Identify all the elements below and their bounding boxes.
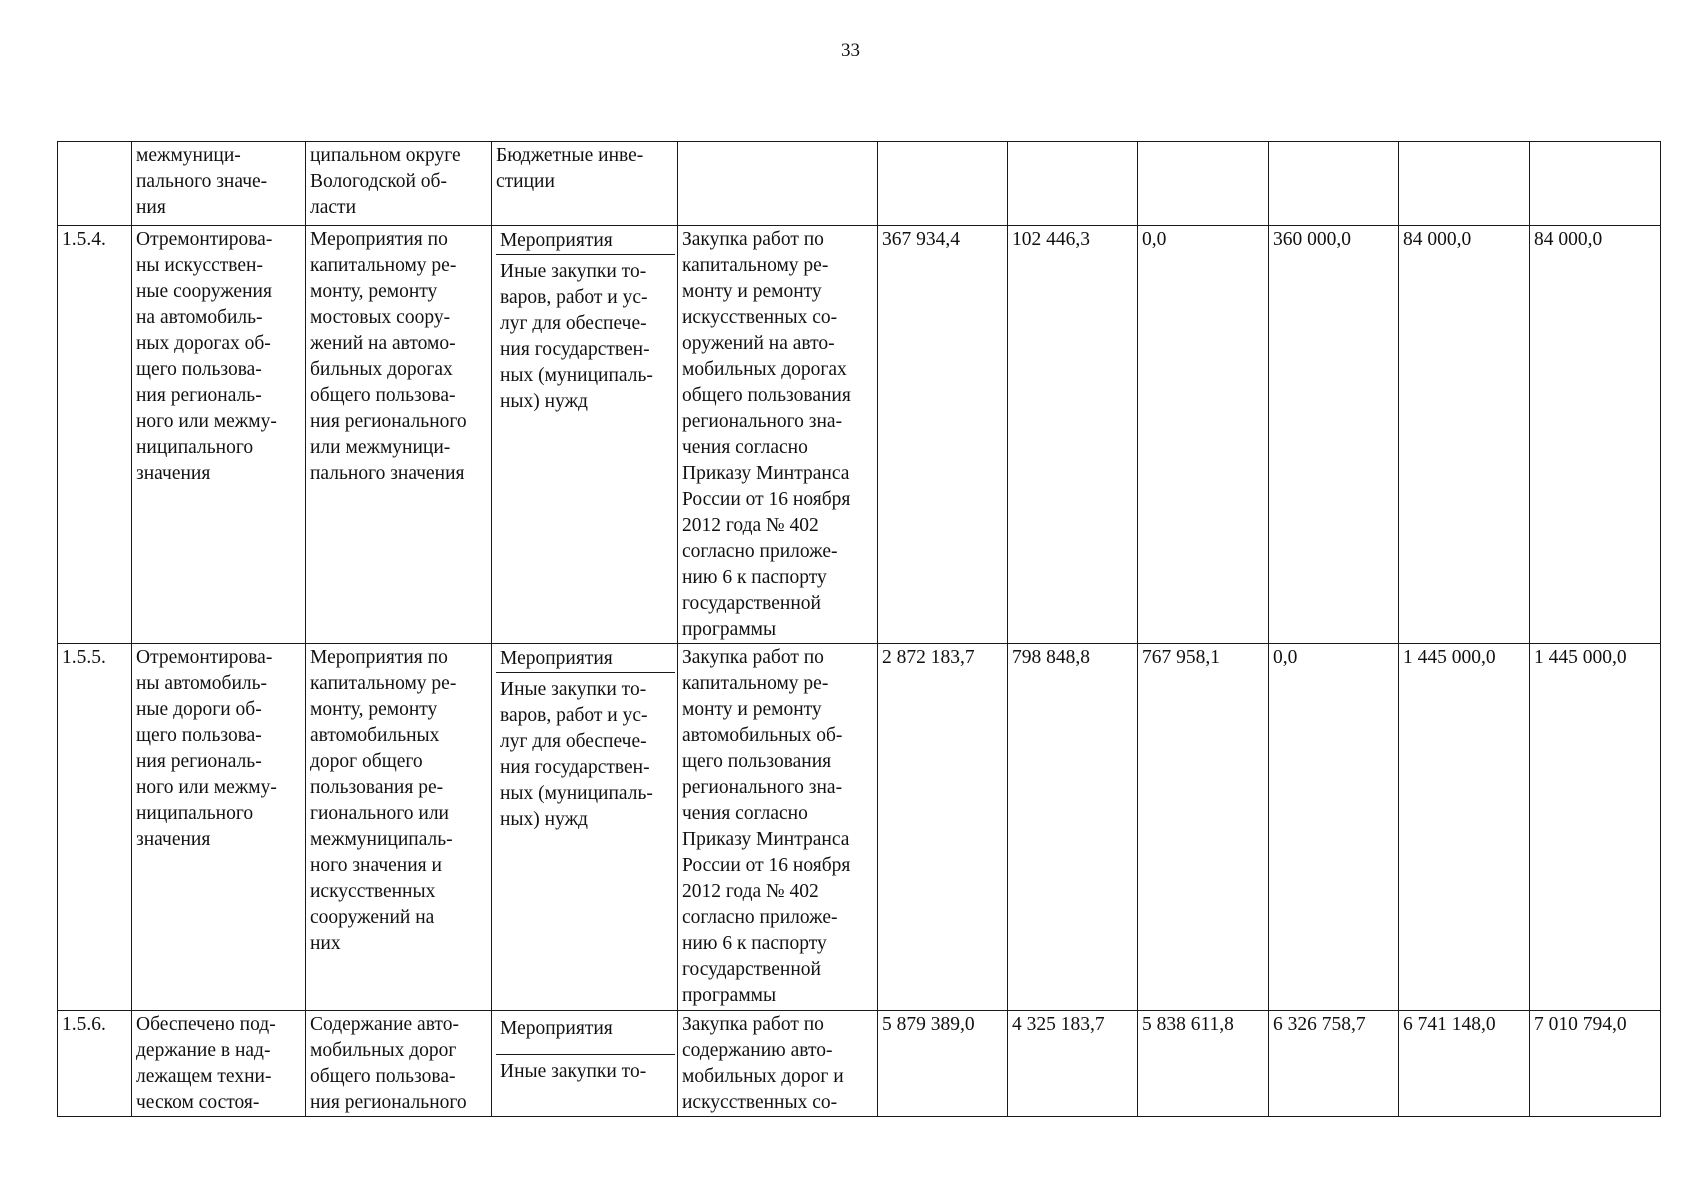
table-row bbox=[58, 226, 1661, 644]
value-cell: 1 445 000,0 bbox=[1399, 644, 1530, 1011]
result-cell: Обеспечено под- держание в над- лежащем техни- ческом состоя- bbox=[132, 1011, 306, 1117]
expense-type-label: Мероприятия bbox=[496, 227, 675, 255]
value-cell: 5 838 611,8 bbox=[1138, 1011, 1269, 1117]
table-row bbox=[58, 142, 1661, 226]
program-table bbox=[57, 141, 1661, 1117]
expense-type-cell bbox=[492, 644, 678, 1011]
value-cell: 6 741 148,0 bbox=[1399, 1011, 1530, 1117]
expense-type-detail: Иные закупки то- варов, работ и ус- луг для обеспече- ния государствен- ных (муниципаль- ных) нужд bbox=[500, 679, 653, 830]
description-cell: Закупка работ по капитальному ре- монту и ремонту искусственных со- оружений на авто- мобильных дорогах общего пользования регионального зна- чения согласно Приказу Минтранса России от 16 ноября 2012 года № 402 согласно приложе- нию 6 к паспорту государственной программы bbox=[678, 226, 878, 644]
result-cell: Отремонтирова- ны автомобиль- ные дороги об- щего пользова- ния региональ- ного или межму- ниципального значения bbox=[132, 644, 306, 1011]
value-cell bbox=[1399, 142, 1530, 226]
expense-type-cell: Бюджетные инве- стиции bbox=[492, 142, 678, 226]
result-cell: Отремонтирова- ны искусствен- ные сооружения на автомобиль- ных дорогах об- щего пользова- ния региональ- ного или межму- ниципального значения bbox=[132, 226, 306, 644]
value-cell: 84 000,0 bbox=[1399, 226, 1530, 644]
expense-type-label: Мероприятия bbox=[496, 1012, 675, 1055]
expense-type-cell bbox=[492, 226, 678, 644]
value-cell: 0,0 bbox=[1138, 226, 1269, 644]
table-row bbox=[58, 644, 1661, 1011]
value-cell: 367 934,4 bbox=[878, 226, 1008, 644]
row-number: 1.5.6. bbox=[58, 1011, 132, 1117]
value-cell: 2 872 183,7 bbox=[878, 644, 1008, 1011]
value-cell: 102 446,3 bbox=[1008, 226, 1138, 644]
measure-cell: Содержание авто- мобильных дорог общего пользова- ния регионального bbox=[306, 1011, 492, 1117]
page-number: 33 bbox=[841, 40, 860, 61]
description-cell: Закупка работ по содержанию авто- мобильных дорог и искусственных со- bbox=[678, 1011, 878, 1117]
expense-type-label: Мероприятия bbox=[496, 645, 675, 673]
value-cell: 1 445 000,0 bbox=[1530, 644, 1661, 1011]
description-cell: Закупка работ по капитальному ре- монту и ремонту автомобильных об- щего пользования регионального зна- чения согласно Приказу Минтранса России от 16 ноября 2012 года № 402 согласно приложе- нию 6 к паспорту государственной программы bbox=[678, 644, 878, 1011]
row-number: 1.5.5. bbox=[58, 644, 132, 1011]
value-cell: 7 010 794,0 bbox=[1530, 1011, 1661, 1117]
value-cell: 767 958,1 bbox=[1138, 644, 1269, 1011]
expense-type-cell bbox=[492, 1011, 678, 1117]
value-cell bbox=[878, 142, 1008, 226]
expense-type-detail: Иные закупки то- bbox=[500, 1061, 647, 1082]
value-cell: 0,0 bbox=[1269, 644, 1399, 1011]
value-cell: 798 848,8 bbox=[1008, 644, 1138, 1011]
value-cell: 6 326 758,7 bbox=[1269, 1011, 1399, 1117]
value-cell: 5 879 389,0 bbox=[878, 1011, 1008, 1117]
value-cell bbox=[1008, 142, 1138, 226]
value-cell bbox=[1269, 142, 1399, 226]
value-cell bbox=[1138, 142, 1269, 226]
row-number bbox=[58, 142, 132, 226]
value-cell: 4 325 183,7 bbox=[1008, 1011, 1138, 1117]
expense-type-detail: Иные закупки то- варов, работ и ус- луг для обеспече- ния государствен- ных (муниципаль- ных) нужд bbox=[500, 261, 653, 412]
measure-cell: Мероприятия по капитальному ре- монту, ремонту мостовых соору- жений на автомо- бильных дорогах общего пользова- ния регионального или межмуници- пального значения bbox=[306, 226, 492, 644]
table-row bbox=[58, 1011, 1661, 1117]
value-cell: 84 000,0 bbox=[1530, 226, 1661, 644]
result-cell: межмуници- пального значе- ния bbox=[132, 142, 306, 226]
measure-cell: Мероприятия по капитальному ре- монту, ремонту автомобильных дорог общего пользования ре- гионального или межмуниципаль- ного значения и искусственных сооружений на них bbox=[306, 644, 492, 1011]
measure-cell: ципальном округе Вологодской об- ласти bbox=[306, 142, 492, 226]
value-cell bbox=[1530, 142, 1661, 226]
description-cell bbox=[678, 142, 878, 226]
value-cell: 360 000,0 bbox=[1269, 226, 1399, 644]
row-number: 1.5.4. bbox=[58, 226, 132, 644]
